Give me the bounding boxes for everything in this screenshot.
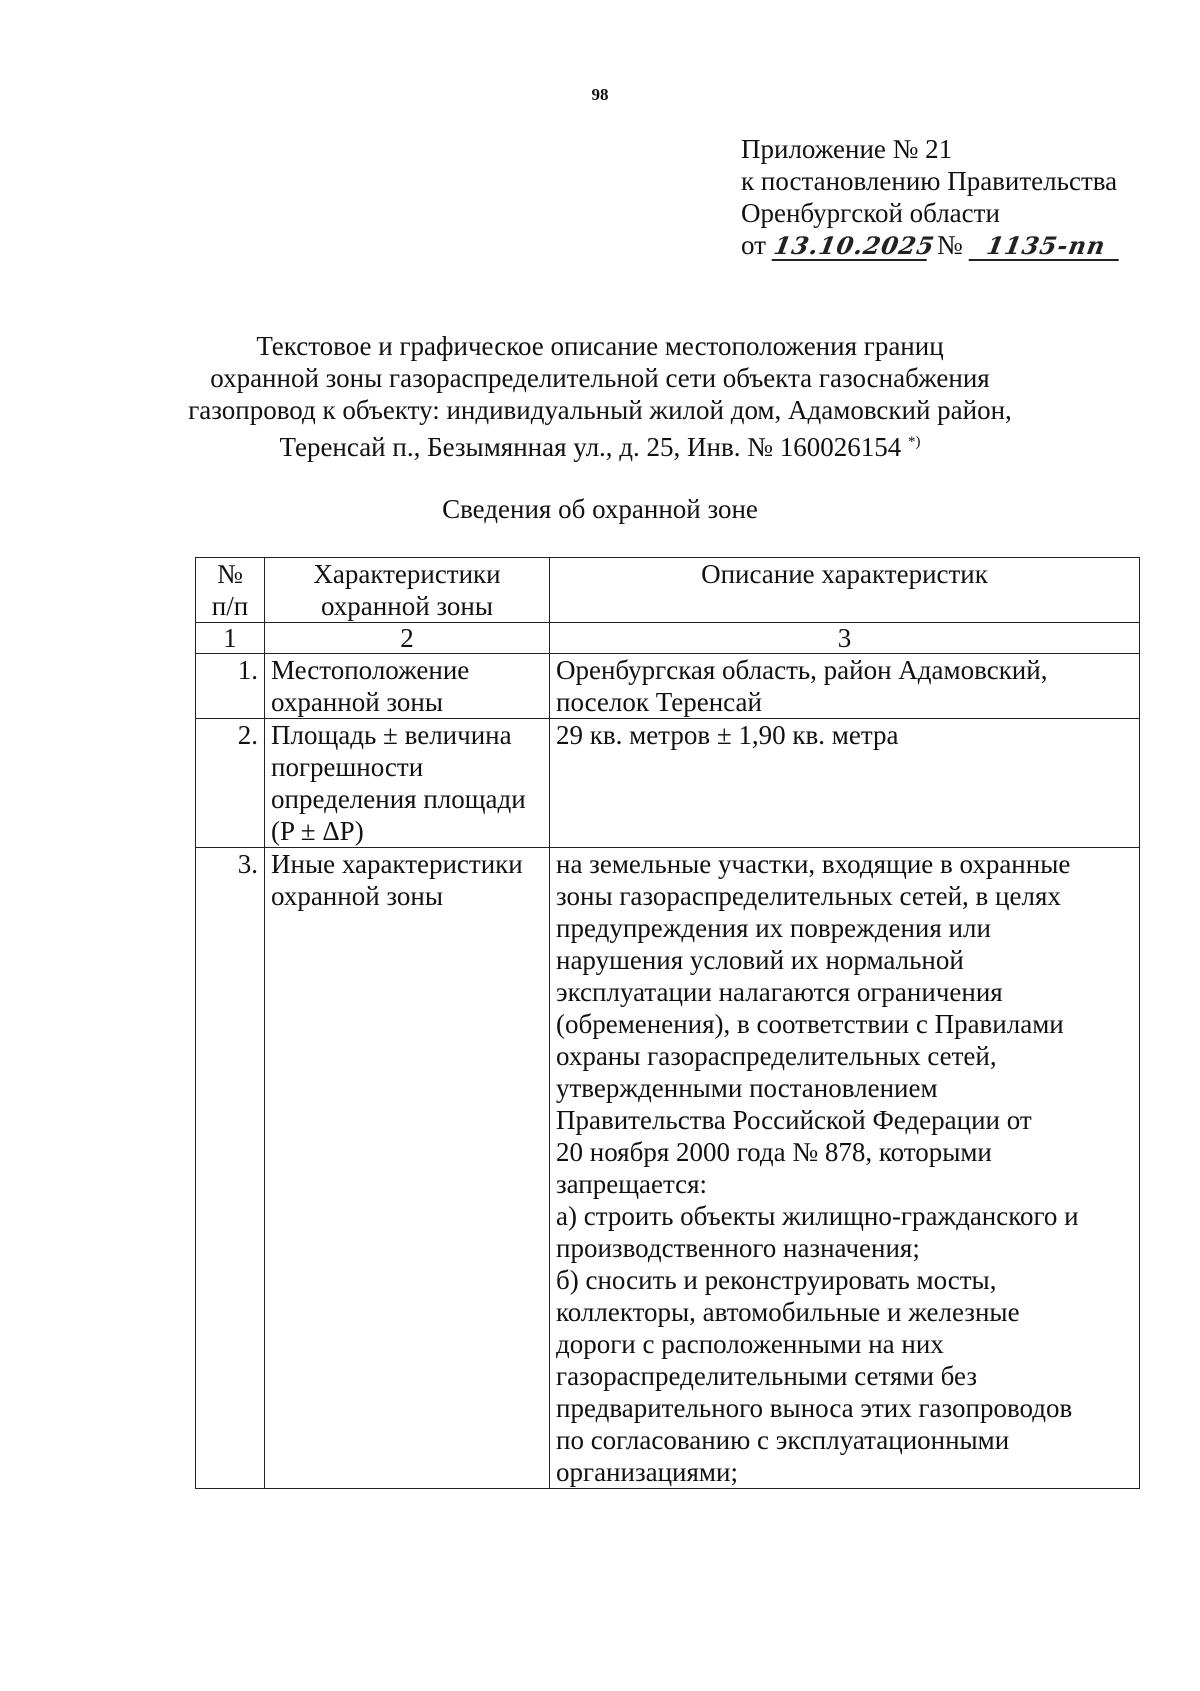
- description-line: б) сносить и реконструировать мосты,: [556, 1265, 997, 1295]
- characteristic-line: (P ± ΔP): [271, 816, 364, 846]
- title-line: Теренсай п., Безымянная ул., д. 25, Инв. № 160026154: [279, 432, 902, 462]
- characteristic-line: охранной зоны: [271, 687, 444, 717]
- column-number: 2: [265, 623, 550, 654]
- header-characteristic: [265, 558, 550, 623]
- protection-zone-table: [195, 557, 1140, 1489]
- appendix-block: [741, 133, 1121, 261]
- row-characteristic: [265, 654, 550, 719]
- row-number: 2.: [196, 719, 265, 848]
- appendix-line: Оренбургской области: [741, 198, 1000, 228]
- description-line: а) строить объекты жилищно-гражданского и: [556, 1201, 1079, 1231]
- description-line: зоны газораспределительных сетей, в целях: [556, 881, 1061, 911]
- characteristic-line: охранной зоны: [271, 881, 444, 911]
- footnote-mark: *): [908, 434, 921, 450]
- column-number: 1: [196, 623, 265, 654]
- description-line: запрещается:: [556, 1169, 708, 1199]
- header-number: [196, 558, 265, 623]
- column-number: 3: [550, 623, 1140, 654]
- characteristic-line: погрешности: [271, 752, 424, 782]
- row-description: [550, 719, 1140, 848]
- row-characteristic: [265, 719, 550, 848]
- description-line: Оренбургская область, район Адамовский,: [556, 655, 1048, 685]
- description-line: (обременения), в соответствии с Правилами: [556, 1009, 1064, 1039]
- description-line: по согласованию с эксплуатационными: [556, 1425, 1010, 1455]
- description-line: организациями;: [556, 1457, 738, 1487]
- appendix-line: к постановлению Правительства: [741, 166, 1118, 196]
- document-title: [0, 330, 1200, 463]
- description-line: производственного назначения;: [556, 1233, 920, 1263]
- header-text: п/п: [211, 591, 249, 621]
- row-number: 1.: [196, 654, 265, 719]
- description-line: утвержденными постановлением: [556, 1073, 938, 1103]
- characteristic-line: Местоположение: [271, 655, 470, 685]
- description-line: поселок Теренсай: [556, 687, 762, 717]
- row-description: [550, 848, 1140, 1489]
- characteristic-line: Площадь ± величина: [271, 720, 512, 750]
- title-line: газопровод к объекту: индивидуальный жилой дом, Адамовский район,: [188, 395, 1012, 425]
- description-line: 20 ноября 2000 года № 878, которыми: [556, 1137, 992, 1167]
- handwritten-date: 13.10.2025: [771, 231, 938, 260]
- number-label: №: [936, 230, 963, 260]
- table-row: [196, 848, 1140, 1489]
- characteristic-line: определения площади: [271, 784, 526, 814]
- description-line: нарушения условий их нормальной: [556, 945, 964, 975]
- description-line: газораспределительными сетями без: [556, 1361, 978, 1391]
- header-description: Описание характеристик: [550, 558, 1140, 623]
- appendix-line: Приложение № 21: [741, 134, 953, 164]
- description-line: эксплуатации налагаются ограничения: [556, 977, 1003, 1007]
- header-text: №: [217, 559, 243, 589]
- description-line: дороги с расположенными на них: [556, 1329, 944, 1359]
- title-line: охранной зоны газораспределительной сети объекта газоснабжения: [210, 363, 990, 393]
- section-title: Сведения об охранной зоне: [442, 494, 758, 524]
- appendix-sign-line: [741, 229, 1121, 261]
- row-number: 3.: [196, 848, 265, 1489]
- description-line: коллекторы, автомобильные и железные: [556, 1297, 1020, 1327]
- title-line: Текстовое и графическое описание местоположения границ: [256, 331, 944, 361]
- title-line-last: [0, 426, 1200, 463]
- description-line: Правительства Российской Федерации от: [556, 1105, 1032, 1135]
- page-number: 98: [591, 85, 609, 104]
- description-line: охраны газораспределительных сетей,: [556, 1041, 997, 1071]
- characteristic-line: Иные характеристики: [271, 849, 523, 879]
- description-line: 29 кв. метров ± 1,90 кв. метра: [556, 720, 899, 750]
- table-header-row: [196, 558, 1140, 623]
- column-numbers-row: [196, 623, 1140, 654]
- description-line: на земельные участки, входящие в охранные: [556, 849, 1071, 879]
- header-text: охранной зоны: [320, 591, 493, 621]
- from-label: от: [741, 230, 766, 260]
- description-line: предварительного выноса этих газопроводов: [556, 1393, 1073, 1423]
- description-line: предупреждения их повреждения или: [556, 913, 991, 943]
- header-text: Характеристики: [313, 559, 501, 589]
- handwritten-number: 1135-пп: [968, 233, 1123, 261]
- table-row: [196, 654, 1140, 719]
- table-row: [196, 719, 1140, 848]
- row-description: [550, 654, 1140, 719]
- row-characteristic: [265, 848, 550, 1489]
